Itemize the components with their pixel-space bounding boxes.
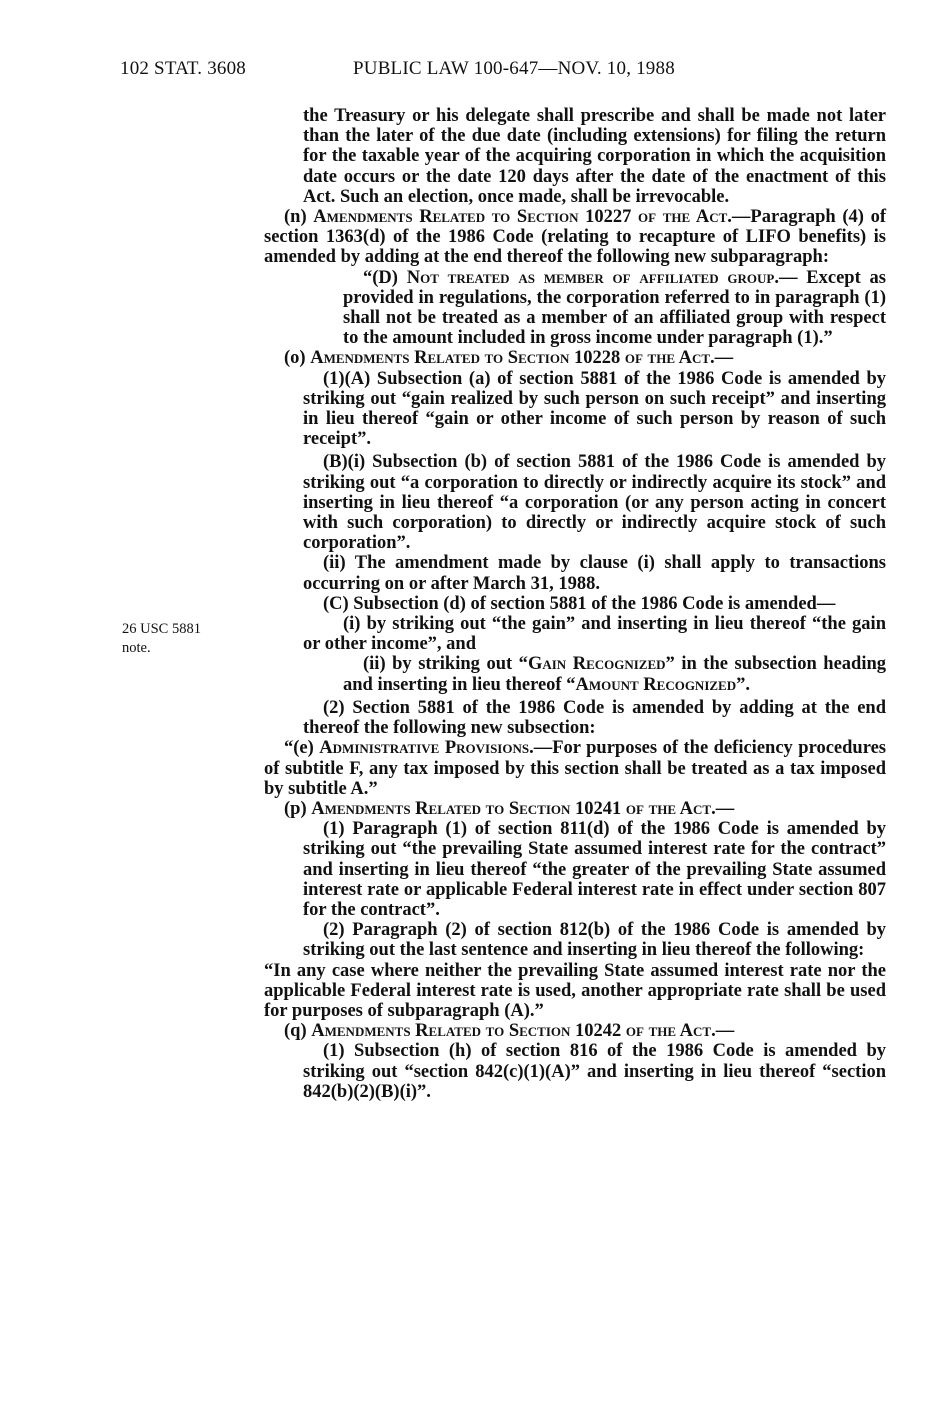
subsection-o-dash: — <box>714 348 734 369</box>
subsection-q-dash: — <box>715 1021 735 1042</box>
margin-note <box>122 620 252 658</box>
paragraph-o-ii: (ii) The amendment made by clause (i) shall apply to transactions occurring on or after March 31, 1988. <box>303 553 886 594</box>
subsection-o <box>264 348 886 368</box>
subsection-q <box>264 1021 886 1041</box>
clause-o-C-ii-text-3: ”. <box>736 674 750 695</box>
subparagraph-D-label: “(D) <box>363 267 407 288</box>
subsection-n <box>264 207 886 268</box>
subsection-p-heading: Amendments Related to Section 10241 of the Act. <box>311 798 716 819</box>
clause-o-C-ii-heading-2: Amount Recognized <box>575 674 737 695</box>
margin-note-citation: 26 USC 5881 <box>122 621 201 637</box>
subsection-n-heading: Amendments Related to Section 10227 of the Act. <box>313 207 732 228</box>
clause-o-C-i: (i) by striking out “the gain” and inserting in lieu thereof “the gain or other income”, and <box>303 614 886 655</box>
subparagraph-D <box>264 268 886 349</box>
paragraph-continuation: the Treasury or his delegate shall prescribe and shall be made not later than the later of the due date (including extensions) for filing the return for the taxable year of the acquiring corporation in which the acquisition date occurs or the date 120 days after the date of the enactment of this Act. Such an election, once made, shall be irrevocable. <box>303 106 886 207</box>
paragraph-o-C: (C) Subsection (d) of section 5881 of the 1986 Code is amended— <box>323 593 836 614</box>
subsection-q-heading: Amendments Related to Section 10242 of the Act. <box>311 1021 716 1042</box>
paragraph-q-1: (1) Subsection (h) of section 816 of the 1986 Code is amended by striking out “section 842(c)(1)(A)” and inserting in lieu thereof “section 842(b)(2)(B)(i)”. <box>303 1041 886 1102</box>
clause-o-C-ii-text-2: ” in the subsection heading and inserting in lieu thereof “ <box>343 654 886 695</box>
page-header <box>120 58 886 86</box>
subsection-e-heading: Administrative Provisions. <box>319 738 534 759</box>
subsection-p <box>264 799 886 819</box>
subsection-e-text: —For purposes of the deficiency procedures of subtitle F, any tax imposed by this section shall be treated as a tax imposed by subtitle A.” <box>264 738 886 799</box>
document-body <box>264 106 886 1102</box>
clause-o-C-ii <box>264 654 886 694</box>
subsection-e-label: “(e) <box>284 738 320 759</box>
paragraph-p-1: (1) Paragraph (1) of section 811(d) of the 1986 Code is amended by striking out “the prevailing State assumed interest rate for the contract” and inserting in lieu thereof “the greater of the prevailing State assumed interest rate or applicable Federal interest rate in effect under section 807 for the contract”. <box>303 819 886 920</box>
paragraph-p-2: (2) Paragraph (2) of section 812(b) of the 1986 Code is amended by striking out the last sentence and inserting in lieu thereof the following: <box>303 920 886 961</box>
clause-o-C-ii-text-1: (ii) by striking out “ <box>363 654 528 675</box>
margin-note-label: note. <box>122 640 151 656</box>
subsection-p-dash: — <box>715 798 735 819</box>
subsection-o-label: (o) <box>284 348 311 369</box>
paragraph-o-2: (2) Section 5881 of the 1986 Code is amended by adding at the end thereof the following new subsection: <box>303 697 886 739</box>
subsection-p-label: (p) <box>284 798 312 819</box>
paragraph-o-1A: (1)(A) Subsection (a) of section 5881 of the 1986 Code is amended by striking out “gain realized by such person on such receipt” and inserting in lieu thereof “gain or other income of such person by reason of such receipt”. <box>303 368 886 450</box>
subparagraph-D-heading: Not treated as member of affiliated group. <box>406 267 779 288</box>
subparagraph-D-text: — Except as provided in regulations, the corporation referred to in paragraph (1) shall not be treated as a member of an affiliated group with respect to the amount included in gross income under paragraph (1).” <box>343 267 886 349</box>
clause-o-C-ii-heading-1: Gain Recognized <box>527 654 666 675</box>
subsection-n-label: (n) <box>284 207 314 228</box>
subsection-n-text: —Paragraph (4) of section 1363(d) of the 1986 Code (relating to recapture of LIFO benefits) is amended by adding at the end thereof the following new subparagraph: <box>264 207 886 268</box>
paragraph-p-quote: “In any case where neither the prevailing State assumed interest rate nor the applicable Federal interest rate is used, another appropriate rate shall be used for purposes of subparagraph (A).” <box>264 960 886 1021</box>
subsection-o-heading: Amendments Related to Section 10228 of the Act. <box>310 348 715 369</box>
law-title: PUBLIC LAW 100-647—NOV. 10, 1988 <box>353 58 675 79</box>
stat-page-number: 102 STAT. 3608 <box>120 58 247 79</box>
paragraph-o-Bi: (B)(i) Subsection (b) of section 5881 of the 1986 Code is amended by striking out “a corporation to directly or indirectly acquire its stock” and inserting in lieu thereof “a corporation (or any person acting in concert with such corporation) to directly or indirectly acquire stock of such corporation”. <box>303 452 886 554</box>
subsection-q-label: (q) <box>284 1021 312 1042</box>
subsection-e-quote <box>264 738 886 799</box>
